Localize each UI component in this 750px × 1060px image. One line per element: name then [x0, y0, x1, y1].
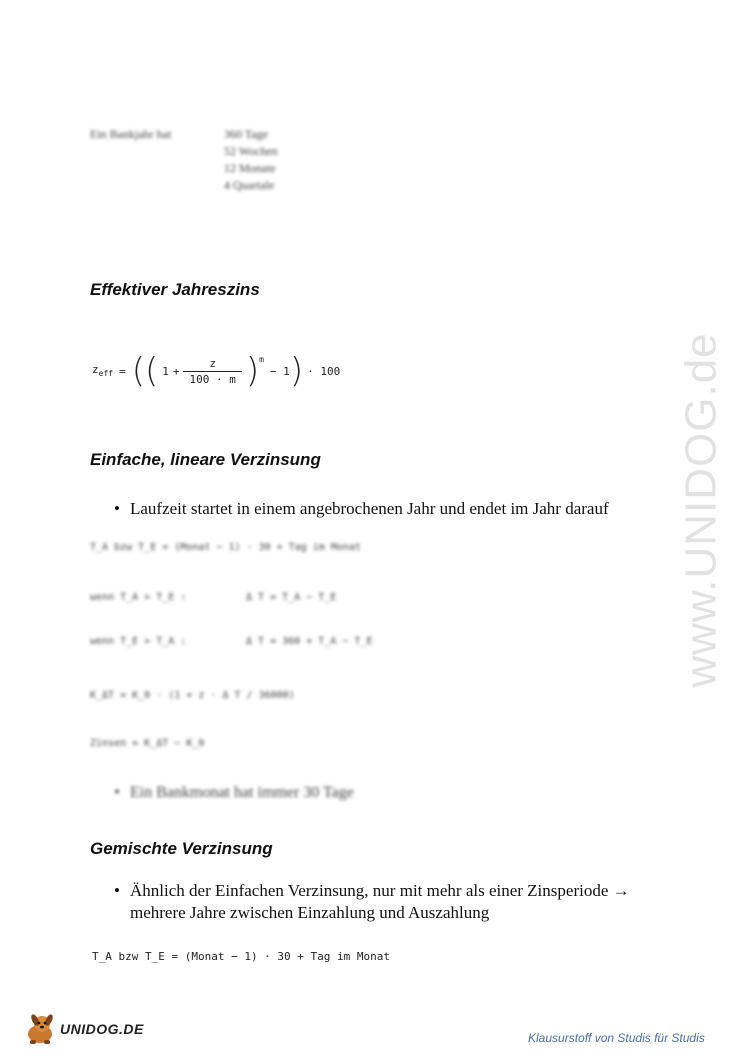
formula-minus-one: − 1	[269, 364, 290, 378]
bankyear-item: 12 Monate	[224, 161, 276, 175]
blurred-formula-line: T_A bzw T_E = (Monat − 1) · 30 + Tag im Monat	[90, 542, 361, 553]
bullet-icon: •	[114, 881, 120, 900]
bullet-text: mehrere Jahre zwischen Einzahlung und Auszahlung	[130, 903, 490, 922]
formula-effective: $z_{eff}$ = ( ( 1 + $\frac{z}{100 \cdot m}$ ) $^m$ − 1 ) · 100	[92, 351, 341, 391]
bullet-text: Laufzeit startet in einem angebrochenen Jahr und endet im Jahr darauf	[130, 499, 609, 518]
formula-fraction	[183, 357, 241, 386]
formula-exponent: m	[259, 354, 264, 364]
bankyear-label: Ein Bankjahr hat	[90, 127, 172, 141]
blurred-formula-line: wenn T_E > T_A :	[90, 636, 187, 647]
formula-one: 1	[162, 364, 169, 378]
bullet-icon: •	[114, 784, 120, 801]
heading-simple: Einfache, lineare Verzinsung	[90, 450, 321, 469]
bullet-text: Ein Bankmonat hat immer 30 Tage	[130, 784, 354, 801]
blurred-formula-line: Zinsen = K_ΔT − K_0	[90, 738, 205, 749]
paren-close-inner: )	[245, 351, 260, 391]
bullet-text: Ähnlich der Einfachen Verzinsung, nur mit mehr als einer Zinsperiode →	[130, 881, 630, 900]
footer-logo-text: UNIDOG.DE	[60, 1021, 144, 1037]
list-item	[104, 498, 664, 520]
formula-times-100: · 100	[307, 364, 341, 378]
paren-open-inner: (	[144, 351, 159, 391]
formula-mixed: T_A bzw T_E = (Monat − 1) · 30 + Tag im Monat	[92, 950, 391, 963]
heading-mixed: Gemischte Verzinsung	[90, 839, 273, 858]
bankyear-item: 4 Quartale	[224, 178, 275, 192]
footer-tagline: Klausurstoff von Studis für Studis	[528, 1031, 705, 1045]
blurred-formula-line: Δ T = T_A − T_E	[246, 592, 337, 603]
footer-logo	[22, 1012, 144, 1046]
bankyear-item: 52 Wochen	[224, 144, 278, 158]
heading-effective: Effektiver Jahreszins	[90, 280, 260, 299]
paren-close-outer: )	[289, 351, 304, 391]
list-item	[104, 782, 664, 804]
formula-denominator: 100 · m	[183, 371, 241, 386]
formula-plus: +	[172, 364, 180, 378]
bankyear-item: 360 Tage	[224, 127, 268, 141]
bankyear-items	[224, 126, 344, 194]
bullet-icon: •	[114, 499, 120, 518]
blurred-formula-line: wenn T_A > T_E :	[90, 592, 187, 603]
blurred-formula-line: K_ΔT = K_0 · (1 + z · Δ T / 36000)	[90, 690, 295, 701]
watermark-text: www.UNIDOG.de	[677, 332, 727, 688]
watermark	[672, 280, 732, 740]
dog-mascot-icon	[22, 1012, 58, 1046]
list-item	[104, 880, 674, 924]
formula-numerator: z	[209, 356, 216, 370]
blurred-formula-line: Δ T = 360 + T_A − T_E	[246, 636, 373, 647]
paren-open-outer: (	[131, 351, 145, 391]
formula-lhs: $z_{eff}$	[92, 363, 114, 379]
